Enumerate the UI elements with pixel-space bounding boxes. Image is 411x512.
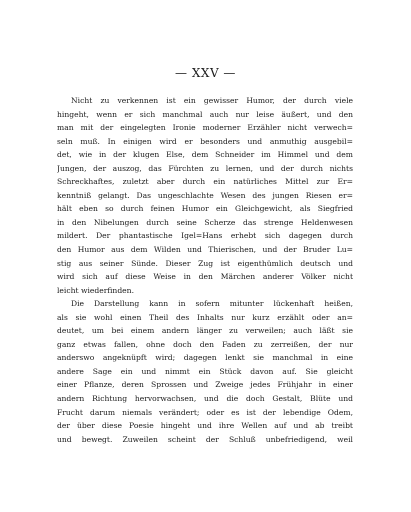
text-line: seln muß. In einigen wird er besonders und anmuthig ausgebil= [57, 136, 353, 146]
text-line: kenntniß gelangt. Das ungeschlachte Wesen des jungen Riesen er= [57, 190, 353, 200]
page-number: — XXV — [175, 66, 236, 80]
text-line: det, wie in der klugen Else, dem Schneider im Himmel und dem [57, 150, 353, 160]
text-line: stig aus seiner Sünde. Dieser Zug ist eigenthümlich deutsch und [57, 258, 353, 268]
text-line-paragraph-end: leicht wiederfinden. [57, 285, 134, 295]
text-line: und bewegt. Zuweilen scheint der Schluß unbefriedigend, weil [57, 434, 353, 444]
text-line: Frucht darum niemals verändert; oder es ist der lebendige Odem, [57, 407, 353, 417]
text-line: andern Richtung hervorwachsen, und die doch Gestalt, Blüte und [57, 394, 353, 404]
body-text [57, 94, 353, 446]
text-line: Schreckhaftes, zuletzt aber durch ein natürliches Mittel zur Er= [57, 177, 353, 187]
text-line: man mit der eingelegten Ironie moderner Erzähler nicht verwech= [57, 123, 353, 133]
text-line: mildert. Der phantastische Igel=Hans erhebt sich dagegen durch [57, 231, 353, 241]
text-line: hingeht, wenn er sich manchmal auch nur leise äußert, und den [57, 109, 353, 119]
text-line: den Humor aus dem Wilden und Thierischen, und der Bruder Lu= [57, 245, 353, 255]
text-line: Die Darstellung kann in sofern mitunter lückenhaft heißen, [71, 299, 353, 309]
text-line: als sie wohl einen Theil des Inhalts nur kurz erzählt oder an= [57, 312, 353, 322]
text-line: einer Pflanze, deren Sprossen und Zweige jedes Frühjahr in einer [57, 380, 353, 390]
text-line: andere Sage ein und nimmt ein Stück davon auf. Sie gleicht [57, 366, 353, 376]
page-header [0, 66, 411, 80]
text-line: anderswo angeknüpft wird; dagegen lenkt sie manchmal in eine [57, 353, 353, 363]
text-line: der über diese Poesie hingeht und ihre Wellen auf und ab treibt [57, 421, 353, 431]
text-line: ganz etwas fallen, ohne doch den Faden zu zerreißen, der nur [57, 339, 353, 349]
text-line: Jungen, der auszog, das Fürchten zu lernen, und der durch nichts [57, 163, 353, 173]
text-line: deutet, um bei einem andern länger zu verweilen; auch läßt sie [57, 326, 353, 336]
text-line: hält eben so durch feinen Humor ein Gleichgewicht, als Siegfried [57, 204, 353, 214]
text-line: Nicht zu verkennen ist ein gewisser Humor, der durch viele [71, 96, 353, 105]
text-line: wird sich auf diese Weise in den Märchen anderer Völker nicht [57, 272, 353, 282]
text-line: in den Nibelungen durch seine Scherze das strenge Heldenwesen [57, 217, 353, 227]
